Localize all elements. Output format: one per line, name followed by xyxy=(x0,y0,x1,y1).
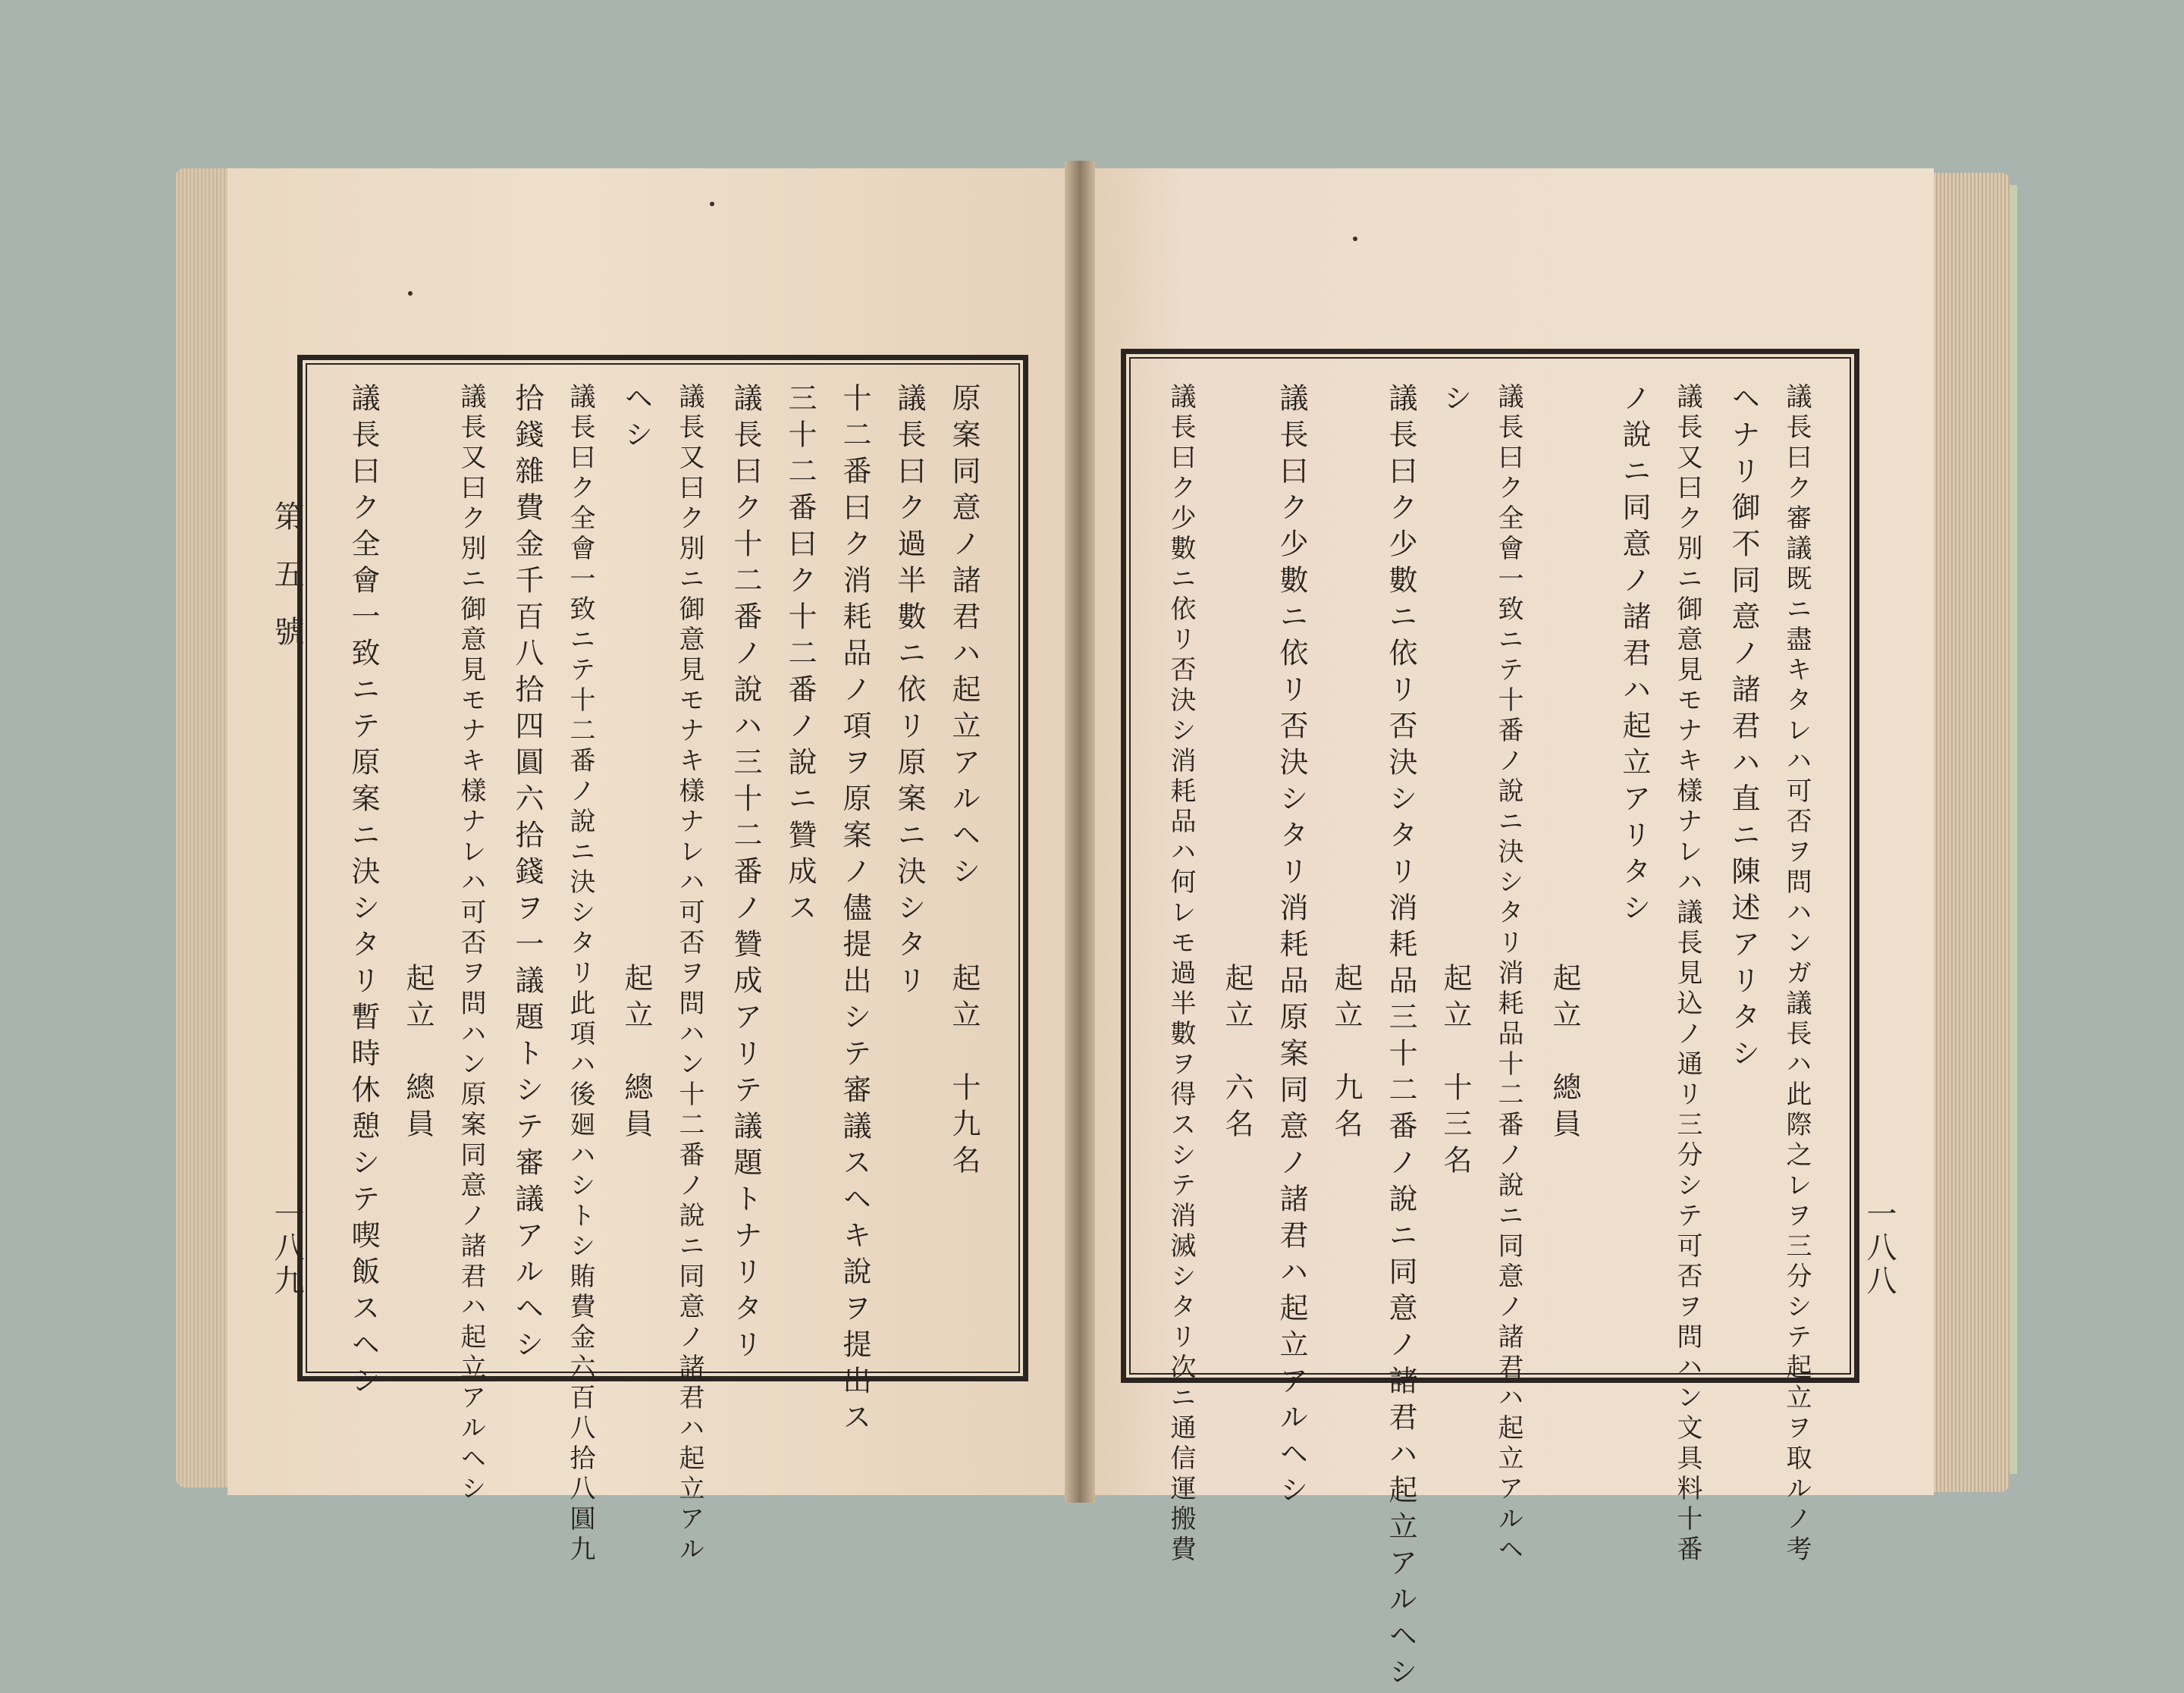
left-line-9: 起立 總員 xyxy=(620,963,653,1145)
right-line-5: 起立 總員 xyxy=(1548,963,1581,1145)
left-line-3: 議長曰ク過半數ニ依リ原案ニ決シタリ xyxy=(893,383,926,1002)
right-line-6: 議長曰ク全會一致ニテ十番ノ說ニ決シタリ消耗品十二番ノ說ニ同意ノ諸君ハ起立アルヘ xyxy=(1493,383,1523,1566)
left-line-10: 議長曰ク全會一致ニテ十二番ノ說ニ決シタリ此項ハ後廻ハシトシ賄費金六百八拾八圓九 xyxy=(565,383,595,1566)
right-line-1: 議長曰ク審議既ニ盡キタレハ可否ヲ問ハンガ議長ハ此際之レヲ三分シテ起立ヲ取ルノ考 xyxy=(1781,383,1812,1566)
left-line-7: 議長又曰ク別ニ御意見モナキ樣ナレハ可否ヲ問ハン十二番ノ說ニ同意ノ諸君ハ起立アル xyxy=(674,383,704,1566)
paper-speck xyxy=(1353,237,1357,241)
left-line-1: 原案同意ノ諸君ハ起立アルヘシ xyxy=(947,383,981,892)
right-line-10: 起立 九名 xyxy=(1329,963,1363,1145)
right-line-2: ヘナリ御不同意ノ諸君ハ直ニ陳述アリタシ xyxy=(1727,383,1760,1074)
left-line-6: 議長曰ク十二番ノ說ハ三十二番ノ贊成アリテ議題トナリタリ xyxy=(729,383,762,1365)
left-line-14: 議長曰ク全會一致ニテ原案ニ決シタリ暫時休憩シテ喫飯スヘシ xyxy=(347,383,380,1402)
right-line-13: 議長曰ク少數ニ依リ否決シ消耗品ハ何レモ過半數ヲ得スシテ消滅シタリ次ニ通信運搬費 xyxy=(1166,383,1196,1566)
paper-speck xyxy=(710,202,714,206)
left-line-5: 三十二番曰ク十二番ノ說ニ贊成ス xyxy=(783,383,817,929)
right-line-8: 起立 十三名 xyxy=(1439,963,1472,1181)
right-line-12: 起立 六名 xyxy=(1220,963,1254,1145)
right-line-9: 議長曰ク少數ニ依リ否決シタリ消耗品三十二番ノ說ニ同意ノ諸君ハ起立アルヘシ xyxy=(1384,383,1417,1693)
right-line-4: ノ說ニ同意ノ諸君ハ起立アリタシ xyxy=(1618,383,1651,929)
paper-speck xyxy=(408,291,413,296)
left-line-12: 議長又曰ク別ニ御意見モナキ樣ナレハ可否ヲ問ハン原案同意ノ諸君ハ起立アルヘシ xyxy=(456,383,486,1505)
issue-label: 第五號 xyxy=(269,500,304,673)
left-page-number: 一八九 xyxy=(269,1198,304,1298)
left-line-4: 十二番曰ク消耗品ノ項ヲ原案ノ儘提出シテ審議スヘキ說ヲ提出ス xyxy=(838,383,871,1438)
left-line-2: 起立 十九名 xyxy=(947,963,981,1181)
left-line-8: ヘシ xyxy=(620,383,653,456)
right-line-7: シ xyxy=(1439,383,1472,419)
left-line-11: 拾錢雜費金千百八拾四圓六拾錢ヲ一議題トシテ審議アルヘシ xyxy=(510,383,544,1365)
left-line-13: 起立 總員 xyxy=(401,963,435,1145)
right-line-3: 議長又曰ク別ニ御意見モナキ樣ナレハ議長見込ノ通リ三分シテ可否ヲ問ハン文具料十番 xyxy=(1672,383,1702,1566)
right-page-number: 一八八 xyxy=(1862,1198,1897,1298)
right-line-11: 議長曰ク少數ニ依リ否決シタリ消耗品原案同意ノ諸君ハ起立アルヘシ xyxy=(1275,383,1308,1511)
book-gutter xyxy=(1065,161,1095,1503)
